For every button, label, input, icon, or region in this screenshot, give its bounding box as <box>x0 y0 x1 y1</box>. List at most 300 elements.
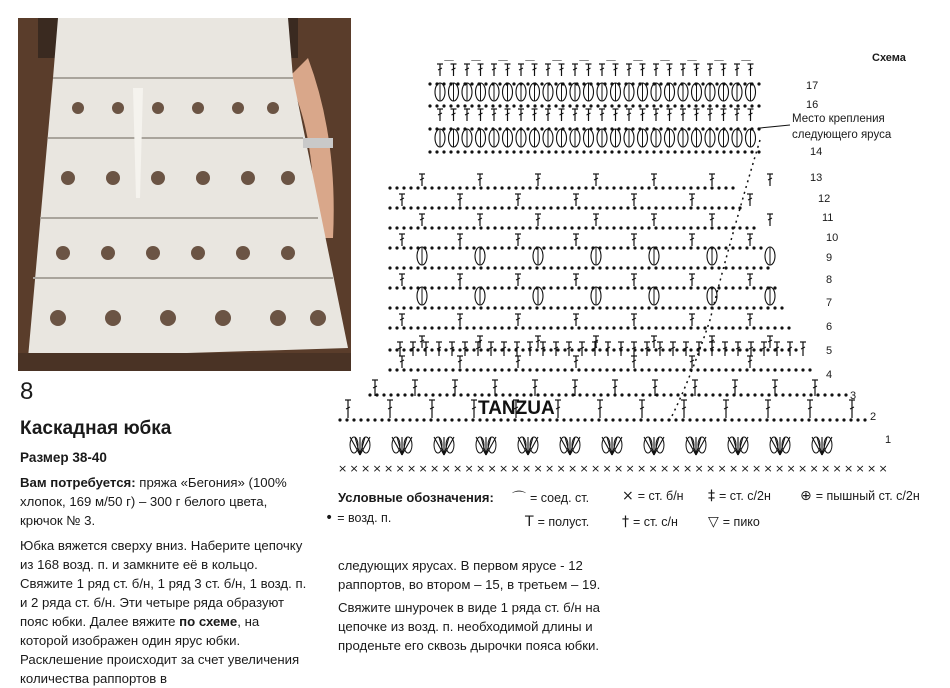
chain-dot <box>500 326 503 329</box>
chain-dot <box>512 82 515 85</box>
chain-dot <box>752 226 755 229</box>
chain-dot <box>549 206 552 209</box>
chain-dot <box>724 246 727 249</box>
chain-dot <box>429 418 432 421</box>
chain-dot <box>626 348 629 351</box>
chain-dot <box>352 418 355 421</box>
chain-dot <box>766 306 769 309</box>
chain-dot <box>556 286 559 289</box>
chain-dot <box>645 127 648 130</box>
chain-dot <box>689 306 692 309</box>
chain-dot <box>689 286 692 289</box>
chain-dot <box>542 186 545 189</box>
chain-dot <box>654 306 657 309</box>
chain-dot <box>554 150 557 153</box>
chain-dot <box>647 306 650 309</box>
chain-dot <box>451 266 454 269</box>
chain-dot <box>458 226 461 229</box>
chain-dot <box>472 326 475 329</box>
chain-dot <box>666 82 669 85</box>
chain-dot <box>617 82 620 85</box>
sc-cross: × <box>361 462 371 475</box>
chain-dot <box>673 150 676 153</box>
chain-dot <box>661 226 664 229</box>
legend-item <box>525 514 589 530</box>
chain-dot <box>542 246 545 249</box>
row-number: 1 <box>885 434 892 446</box>
chain-dot <box>493 368 496 371</box>
legend-item <box>708 488 771 504</box>
chain-dot <box>710 226 713 229</box>
chain-dot <box>823 393 826 396</box>
sc-cross: × <box>384 462 394 475</box>
chain-dot <box>687 104 690 107</box>
sc-cross: × <box>338 462 348 475</box>
chain-dot <box>577 186 580 189</box>
chain-dot <box>606 393 609 396</box>
chain-dot <box>458 206 461 209</box>
chain-dot <box>634 393 637 396</box>
chain-dot <box>542 266 545 269</box>
chain-dot <box>473 393 476 396</box>
chain-dot <box>500 226 503 229</box>
chain-dot <box>416 286 419 289</box>
chain-dot <box>570 266 573 269</box>
chain-dot <box>612 286 615 289</box>
chain-dot <box>555 418 558 421</box>
chain-dot <box>570 326 573 329</box>
chain-dot <box>443 418 446 421</box>
chain-dot <box>681 418 684 421</box>
chain-dot <box>717 348 720 351</box>
chain-dot <box>830 393 833 396</box>
chain-dot <box>577 206 580 209</box>
chain-dot <box>633 246 636 249</box>
chain-dot <box>633 206 636 209</box>
chain-dot <box>592 393 595 396</box>
chain-dot <box>591 326 594 329</box>
chain-dot <box>710 246 713 249</box>
legend-text: = полуст. <box>537 515 590 529</box>
chain-dot <box>535 368 538 371</box>
sc-cross: × <box>844 462 854 475</box>
sc-cross: × <box>464 462 474 475</box>
legend-item <box>325 510 391 526</box>
chain-dot <box>675 266 678 269</box>
size-label: Размер 38-40 <box>20 450 107 465</box>
chain-dot <box>428 82 431 85</box>
chain-dot <box>715 104 718 107</box>
chain-dot <box>561 104 564 107</box>
chain-dot <box>528 266 531 269</box>
chain-dot <box>444 226 447 229</box>
chain-dot <box>703 368 706 371</box>
chain-dot <box>409 226 412 229</box>
chain-dot <box>389 393 392 396</box>
chain-dot <box>568 104 571 107</box>
sc-cross: × <box>614 462 624 475</box>
chain-dot <box>759 246 762 249</box>
chain-dot <box>437 186 440 189</box>
legend-symbol: ‡ <box>708 488 715 504</box>
chain-dot <box>500 206 503 209</box>
sc-cross: × <box>407 462 417 475</box>
chain-dot <box>563 368 566 371</box>
chain-dot <box>757 150 760 153</box>
chain-dot <box>438 393 441 396</box>
chain-dot <box>563 348 566 351</box>
chain-dot <box>500 286 503 289</box>
chain-dot <box>752 266 755 269</box>
chain-dot <box>547 104 550 107</box>
chain-dot <box>577 286 580 289</box>
chain-dot <box>729 150 732 153</box>
chain-dot <box>556 266 559 269</box>
chain-dot <box>465 348 468 351</box>
chain-dot <box>640 226 643 229</box>
chain-dot <box>470 82 473 85</box>
chain-dot <box>675 286 678 289</box>
chain-dot <box>675 246 678 249</box>
chain-dot <box>388 226 391 229</box>
chain-dot <box>596 127 599 130</box>
chain-dot <box>472 206 475 209</box>
chain-dot <box>472 186 475 189</box>
chain-dot <box>724 226 727 229</box>
chain-dot <box>612 306 615 309</box>
chain-dot <box>666 127 669 130</box>
chain-dot <box>717 246 720 249</box>
chain-dot <box>563 286 566 289</box>
row-number: 6 <box>826 321 833 333</box>
chain-dot <box>549 348 552 351</box>
chain-dot <box>479 186 482 189</box>
instructions-part1: Юбка вяжется сверху вниз. Наберите цепочку из 168 возд. п. и замкните её в кольцо. Свяжите 1 ряд ст. б/н, 1 ряд 3 ст. б/н, 1 возд. п. и 2 ряда ст. б/н. Эти четыре ряда образуют пояс юбки. Далее вяжите <box>20 538 307 629</box>
chain-dot <box>619 368 622 371</box>
chain-dot <box>708 104 711 107</box>
chain-dot <box>564 393 567 396</box>
chain-dot <box>409 246 412 249</box>
chain-dot <box>599 393 602 396</box>
chain-dot <box>596 82 599 85</box>
legend-text: = возд. п. <box>337 511 392 525</box>
chain-dot <box>704 393 707 396</box>
chain-dot <box>458 246 461 249</box>
chain-dot <box>717 206 720 209</box>
chain-dot <box>605 266 608 269</box>
chain-dot <box>535 306 538 309</box>
chain-dot <box>703 286 706 289</box>
chain-dot <box>498 150 501 153</box>
sc-cross: × <box>453 462 463 475</box>
chain-dot <box>472 246 475 249</box>
chain-dot <box>536 393 539 396</box>
sc-cross: × <box>855 462 865 475</box>
chain-dot <box>689 266 692 269</box>
chain-dot <box>512 150 515 153</box>
chain-dot <box>652 150 655 153</box>
chain-dot <box>451 226 454 229</box>
chain-dot <box>549 186 552 189</box>
chain-dot <box>430 266 433 269</box>
chain-dot <box>589 104 592 107</box>
chain-dot <box>416 226 419 229</box>
chain-dot <box>550 393 553 396</box>
chain-dot <box>619 286 622 289</box>
chain-dot <box>752 368 755 371</box>
chain-dot <box>711 393 714 396</box>
chain-dot <box>491 82 494 85</box>
chain-dot <box>486 306 489 309</box>
chain-dot <box>415 418 418 421</box>
chain-dot <box>675 348 678 351</box>
chain-dot <box>757 82 760 85</box>
chain-dot <box>470 127 473 130</box>
chain-dot <box>465 246 468 249</box>
chain-dot <box>563 186 566 189</box>
chain-dot <box>521 348 524 351</box>
chain-dot <box>549 326 552 329</box>
chain-dot <box>661 206 664 209</box>
chain-dot <box>612 246 615 249</box>
chain-dot <box>570 368 573 371</box>
row-number: 7 <box>826 297 833 309</box>
sc-cross: × <box>487 462 497 475</box>
chain-dot <box>729 127 732 130</box>
chain-dot <box>605 226 608 229</box>
chain-dot <box>605 368 608 371</box>
chain-dot <box>535 286 538 289</box>
chain-dot <box>626 306 629 309</box>
pattern-title: Каскадная юбка <box>20 418 172 439</box>
chain-dot <box>437 246 440 249</box>
chain-dot <box>598 226 601 229</box>
chain-dot <box>619 186 622 189</box>
chain-dot <box>745 368 748 371</box>
chain-dot <box>668 286 671 289</box>
chain-dot <box>661 186 664 189</box>
chain-dot <box>744 418 747 421</box>
chain-dot <box>549 226 552 229</box>
chain-dot <box>696 186 699 189</box>
chain-dot <box>547 150 550 153</box>
chain-dot <box>781 393 784 396</box>
chain-dot <box>491 104 494 107</box>
chain-dot <box>514 266 517 269</box>
chain-dot <box>575 150 578 153</box>
chain-dot <box>708 82 711 85</box>
chain-dot <box>690 393 693 396</box>
chain-dot <box>717 266 720 269</box>
chain-dot <box>458 266 461 269</box>
chain-dot <box>633 326 636 329</box>
chain-dot <box>493 246 496 249</box>
chain-dot <box>403 393 406 396</box>
chain-dot <box>402 266 405 269</box>
chain-dot <box>500 246 503 249</box>
chain-dot <box>647 348 650 351</box>
chain-dot <box>738 206 741 209</box>
chain-dot <box>507 186 510 189</box>
chain-dot <box>437 286 440 289</box>
chain-dot <box>493 306 496 309</box>
chain-dot <box>669 393 672 396</box>
sc-cross: × <box>809 462 819 475</box>
chain-dot <box>578 393 581 396</box>
chain-dot <box>759 326 762 329</box>
chain-dot <box>416 186 419 189</box>
chain-dot <box>582 82 585 85</box>
chain-dot <box>458 286 461 289</box>
legend-item <box>622 514 678 530</box>
chain-dot <box>723 418 726 421</box>
chain-dot <box>561 150 564 153</box>
chain-dot <box>514 246 517 249</box>
chain-dot <box>554 127 557 130</box>
chain-dot <box>619 226 622 229</box>
chain-dot <box>486 226 489 229</box>
chain-dot <box>661 306 664 309</box>
chain-dot <box>444 186 447 189</box>
chain-dot <box>746 393 749 396</box>
chain-dot <box>709 418 712 421</box>
chain-dot <box>680 127 683 130</box>
chain-dot <box>640 326 643 329</box>
chain-dot <box>359 418 362 421</box>
chain-dot <box>682 186 685 189</box>
chain-dot <box>659 150 662 153</box>
chain-dot <box>526 127 529 130</box>
chain-dot <box>715 82 718 85</box>
chain-dot <box>528 286 531 289</box>
chain-dot <box>745 266 748 269</box>
chain-dot <box>512 127 515 130</box>
chain-dot <box>689 206 692 209</box>
chain-dot <box>549 306 552 309</box>
chain-dot <box>718 393 721 396</box>
chain-dot <box>487 393 490 396</box>
chain-dot <box>675 186 678 189</box>
chain-dot <box>619 306 622 309</box>
chain-dot <box>801 368 804 371</box>
chain-dot <box>388 306 391 309</box>
chain-dot <box>514 226 517 229</box>
chain-dot <box>423 246 426 249</box>
chain-dot <box>631 82 634 85</box>
chain-dot <box>423 368 426 371</box>
chain-dot <box>456 150 459 153</box>
chain-dot <box>654 286 657 289</box>
chain-dot <box>710 266 713 269</box>
chain-dot <box>528 368 531 371</box>
chain-dot <box>479 368 482 371</box>
chain-dot <box>661 368 664 371</box>
chain-dot <box>563 206 566 209</box>
chain-dot <box>589 150 592 153</box>
chain-dot <box>540 150 543 153</box>
chain-dot <box>849 418 852 421</box>
chain-dot <box>540 82 543 85</box>
chain-dot <box>626 286 629 289</box>
chain-dot <box>598 306 601 309</box>
chain-dot <box>647 246 650 249</box>
chain-dot <box>388 206 391 209</box>
chain-dot <box>388 368 391 371</box>
row-number: 14 <box>810 146 823 158</box>
chain-dot <box>514 286 517 289</box>
chain-dot <box>435 104 438 107</box>
chain-dot <box>793 418 796 421</box>
chain-dot <box>731 286 734 289</box>
chain-dot <box>519 127 522 130</box>
chain-dot <box>633 306 636 309</box>
chain-dot <box>479 266 482 269</box>
chain-dot <box>809 393 812 396</box>
chain-dot <box>654 186 657 189</box>
chain-dot <box>703 348 706 351</box>
chain-dot <box>512 104 515 107</box>
chain-dot <box>802 393 805 396</box>
chain-dot <box>556 348 559 351</box>
chain-dot <box>388 326 391 329</box>
chain-dot <box>456 127 459 130</box>
chain-dot <box>598 286 601 289</box>
chain-dot <box>633 368 636 371</box>
chain-dot <box>505 82 508 85</box>
chain-dot <box>519 150 522 153</box>
chain-dot <box>654 348 657 351</box>
chain-dot <box>675 306 678 309</box>
chain-dot <box>675 368 678 371</box>
chain-dot <box>652 127 655 130</box>
chain-dot <box>528 246 531 249</box>
chain-dot <box>652 82 655 85</box>
chain-dot <box>668 306 671 309</box>
chain-dot <box>428 104 431 107</box>
chain-dot <box>612 326 615 329</box>
chain-dot <box>528 206 531 209</box>
chain-dot <box>610 82 613 85</box>
chain-dot <box>682 266 685 269</box>
chain-dot <box>582 127 585 130</box>
chain-dot <box>731 266 734 269</box>
chain-dot <box>514 186 517 189</box>
chain-dot <box>465 286 468 289</box>
chain-dot <box>521 368 524 371</box>
chain-dot <box>465 186 468 189</box>
sc-cross: × <box>706 462 716 475</box>
chain-dot <box>568 150 571 153</box>
chain-dot <box>760 393 763 396</box>
chain-dot <box>442 104 445 107</box>
chain-dot <box>731 246 734 249</box>
chain-dot <box>500 186 503 189</box>
chain-dot <box>402 206 405 209</box>
legend-symbol: × <box>622 488 634 504</box>
chain-dot <box>750 104 753 107</box>
chain-dot <box>423 226 426 229</box>
chain-dot <box>654 206 657 209</box>
chain-dot <box>654 246 657 249</box>
sc-cross: × <box>533 462 543 475</box>
chain-dot <box>589 82 592 85</box>
chain-dot <box>535 326 538 329</box>
chain-dot <box>717 226 720 229</box>
chain-dot <box>486 266 489 269</box>
chain-dot <box>409 368 412 371</box>
chain-dot <box>787 326 790 329</box>
chain-dot <box>584 368 587 371</box>
